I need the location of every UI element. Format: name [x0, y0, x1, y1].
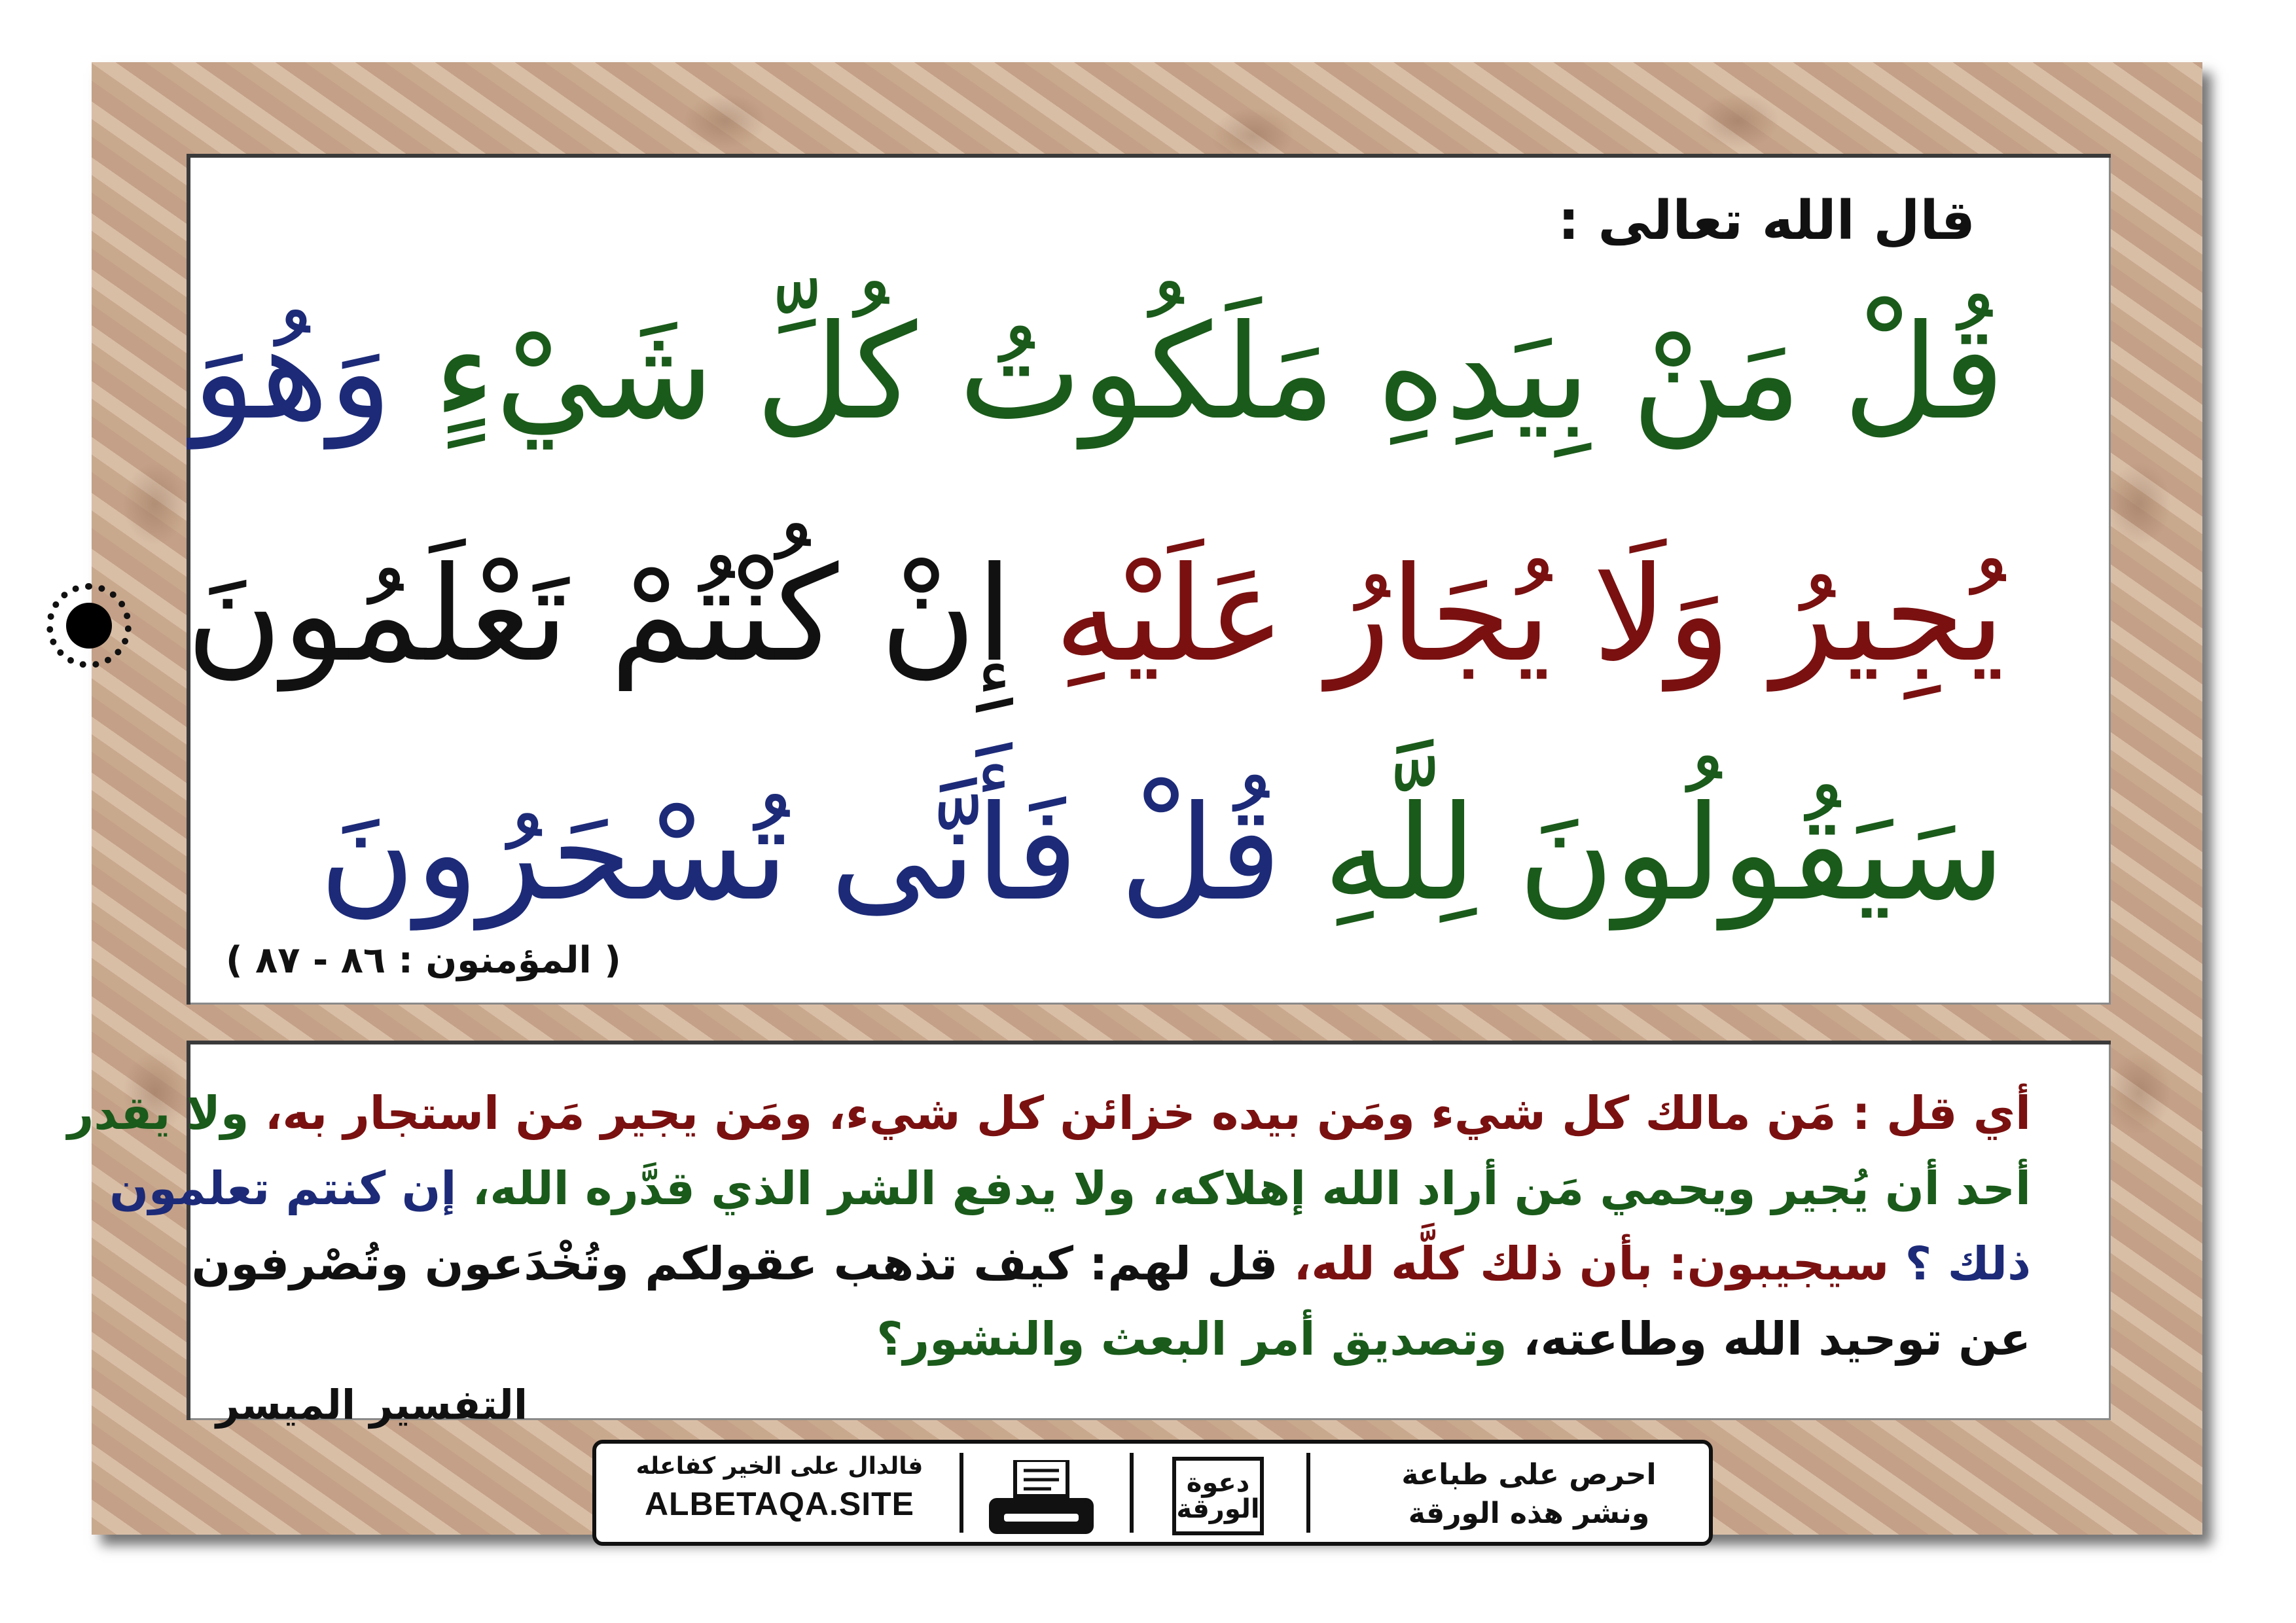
tafsir-line-3 — [191, 1237, 2031, 1291]
tafsir-line-4 — [251, 1312, 2031, 1366]
divider — [1306, 1453, 1310, 1533]
verse-segment: يُجِيرُ وَلَا يُجَارُ عَلَيْهِ — [1054, 539, 2005, 691]
verse-reference: ( المؤمنون : ٨٦ - ٨٧ ) — [226, 939, 621, 982]
tafsir-segment: أي قل : مَن مالك كل شيء ومَن بيده خزائن كل شيء، ومَن يجير مَن استجار به، — [264, 1086, 2031, 1140]
verse-segment: وَهُوَ — [192, 296, 392, 449]
tafsir-segment: إن كنتم تعلمون — [109, 1162, 457, 1215]
tafsir-segment: وتصديق أمر البعث والنشور؟ — [876, 1312, 1507, 1366]
footer-right-line: احرص على طباعة — [1401, 1458, 1657, 1491]
tafsir-segment: ولا يقدر — [67, 1086, 249, 1140]
footer-badge — [592, 1440, 1713, 1546]
divider — [960, 1453, 963, 1533]
tafsir-segment: سيجيبون: بأن ذلك كلَّه لله، — [1293, 1237, 1890, 1291]
verse-segment: سَيَقُولُونَ لِلَّهِ — [1323, 777, 2005, 930]
verse-end-marker-icon — [46, 583, 132, 668]
printer-icon — [986, 1460, 1097, 1539]
tafsir-segment: عن توحيد الله وطاعته، — [1522, 1312, 2031, 1366]
footer-slogan: فالدال على الخير كفاعله — [636, 1453, 924, 1480]
verse-segment: قُلْ فَأَنَّى تُسْحَرُونَ — [319, 777, 1282, 930]
tafsir-line-1 — [67, 1086, 2031, 1140]
tafsir-segment: قل لهم: كيف تذهب عقولكم وتُخْدَعون وتُصْرفون — [191, 1237, 1278, 1291]
footer-left-block — [622, 1453, 937, 1523]
verse-line-3 — [319, 777, 2005, 930]
tafsir-line-2 — [109, 1162, 2031, 1215]
logo: دعوة الورقة — [1172, 1457, 1264, 1535]
verse-line-1 — [192, 296, 2005, 449]
footer-right-block — [1388, 1455, 1670, 1533]
verse-segment: قُلْ مَنْ بِيَدِهِ مَلَكُوتُ كُلِّ شَيْءٍ — [433, 296, 2005, 449]
verse-line-2 — [33, 539, 2005, 691]
verse-intro: قال الله تعالى : — [1558, 190, 1975, 252]
tafsir-segment: ذلك ؟ — [1905, 1237, 2031, 1291]
verse-segment: إِنْ كُنْتُمْ تَعْلَمُونَ — [186, 539, 1013, 691]
site-link[interactable]: ALBETAQA.SITE — [644, 1486, 915, 1522]
divider — [1130, 1453, 1134, 1533]
footer-right-line: ونشر هذه الورقة — [1408, 1497, 1650, 1531]
tafsir-segment: أحد أن يُجير ويحمي مَن أراد الله إهلاكه، ولا يدفع الشر الذي قدَّره الله، — [472, 1162, 2031, 1215]
tafsir-source: التفسير الميسر — [216, 1381, 528, 1429]
